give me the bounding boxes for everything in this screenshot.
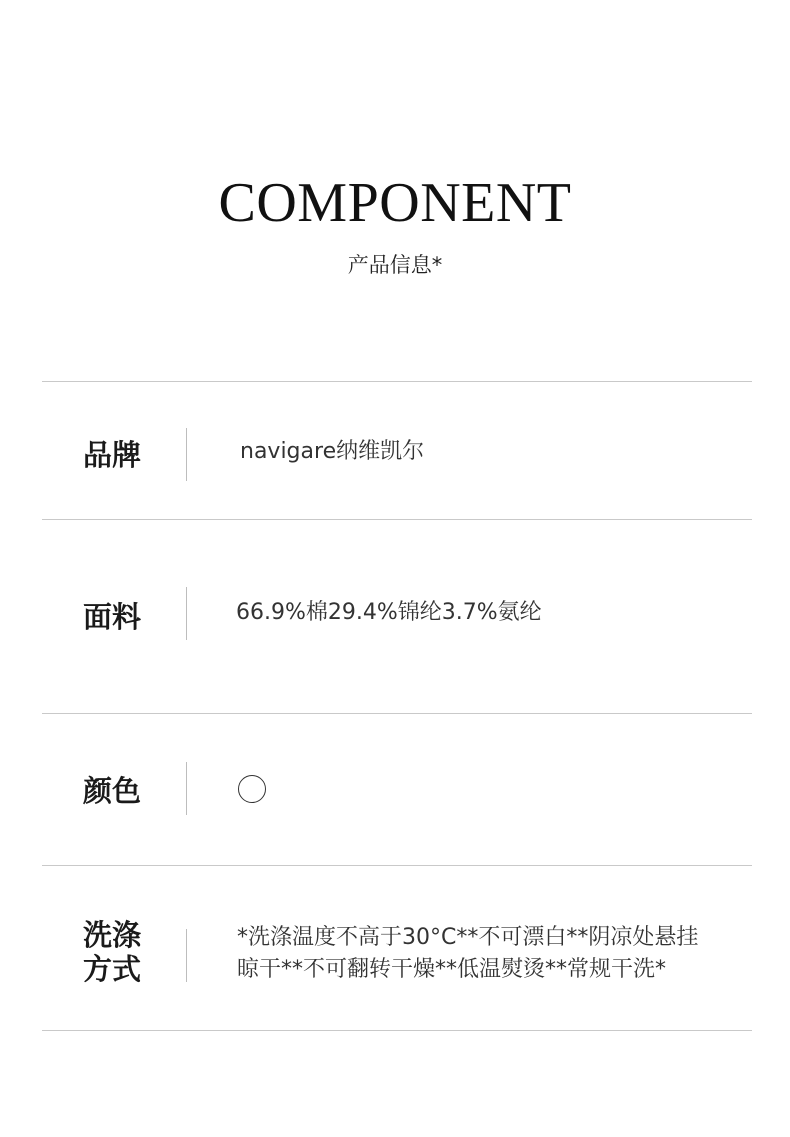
row-divider — [42, 713, 752, 714]
washing-value-line1: *洗涤温度不高于30°C**不可漂白**阴凉处悬挂 — [237, 925, 699, 950]
brand-value: navigare纳维凯尔 — [240, 439, 425, 464]
vertical-divider — [186, 929, 187, 982]
vertical-divider — [186, 428, 187, 481]
row-divider — [42, 381, 752, 382]
row-divider — [42, 865, 752, 866]
brand-label: 品牌 — [83, 438, 142, 472]
color-label: 颜色 — [83, 774, 142, 808]
washing-label-line1: 洗涤 — [83, 918, 142, 952]
page-subtitle: 产品信息* — [347, 253, 443, 277]
fabric-value: 66.9%棉29.4%锦纶3.7%氨纶 — [236, 600, 542, 625]
vertical-divider — [186, 762, 187, 815]
washing-value-line2: 晾干**不可翻转干燥**低温熨烫**常规干洗* — [237, 957, 667, 982]
washing-label-line2: 方式 — [83, 952, 142, 986]
row-divider — [42, 519, 752, 520]
color-swatch — [238, 775, 266, 803]
washing-value — [237, 922, 747, 986]
row-divider — [42, 1030, 752, 1031]
washing-label — [83, 918, 163, 986]
page-title: COMPONENT — [218, 172, 572, 234]
vertical-divider — [186, 587, 187, 640]
fabric-label: 面料 — [83, 600, 142, 634]
